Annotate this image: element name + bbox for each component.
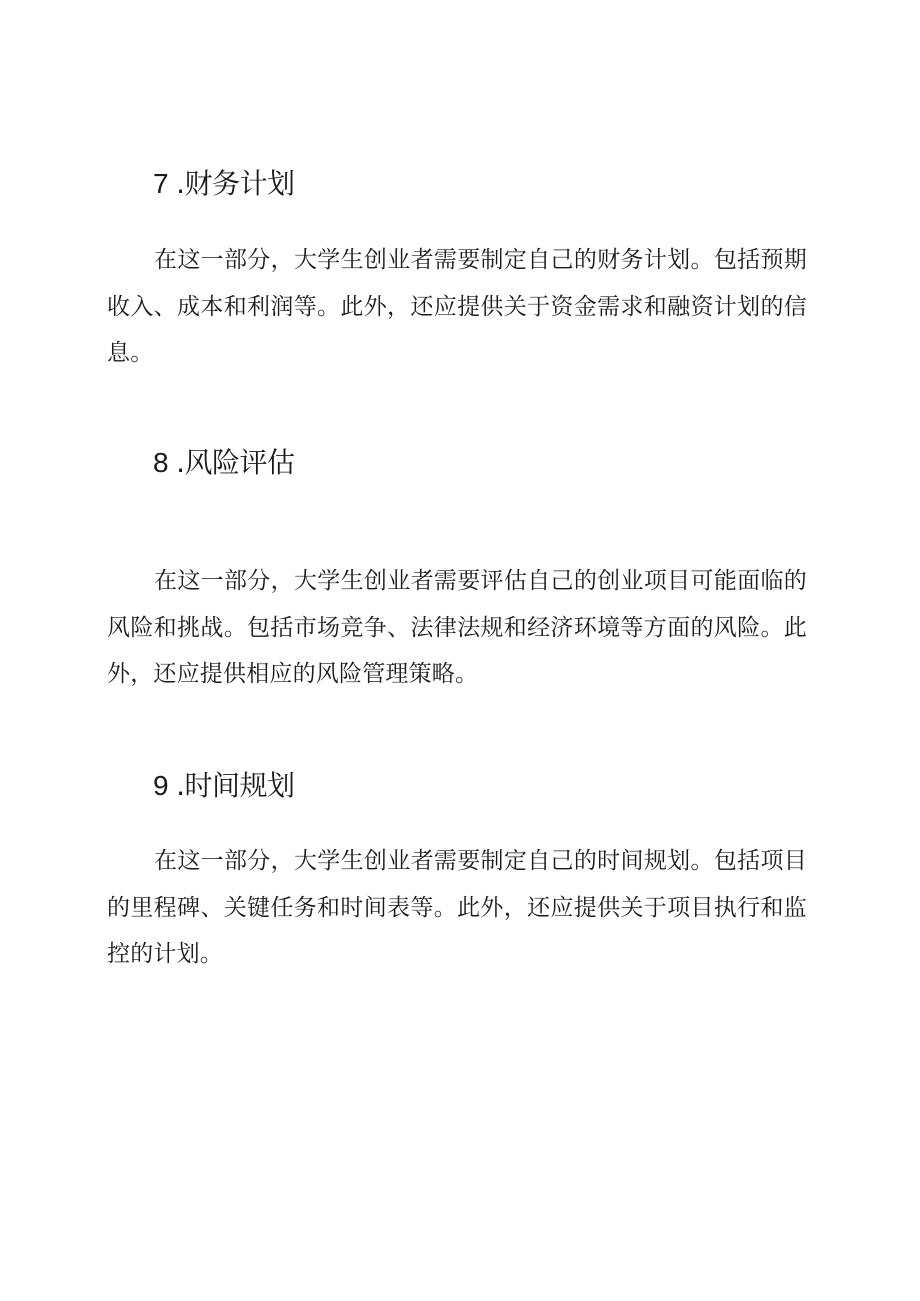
section-9-heading xyxy=(153,766,294,806)
section-8-paragraph: 在这一部分，大学生创业者需要评估自己的创业项目可能面临的风险和挑战。包括市场竞争、法律法规和经济环境等方面的风险。此外，还应提供相应的风险管理策略。 xyxy=(107,568,807,687)
section-9-paragraph: 在这一部分，大学生创业者需要制定自己的时间规划。包括项目的里程碑、关键任务和时间表等。此外，还应提供关于项目执行和监控的计划。 xyxy=(107,848,807,967)
section-8-title: .风险评估 xyxy=(176,446,295,479)
section-9-number: 9 xyxy=(153,770,169,801)
section-9-title: .时间规划 xyxy=(176,769,295,802)
section-8-heading xyxy=(153,443,294,483)
section-8-number: 8 xyxy=(153,447,169,478)
section-7-title: .财务计划 xyxy=(176,167,295,200)
section-7-paragraph: 在这一部分，大学生创业者需要制定自己的财务计划。包括预期收入、成本和利润等。此外，还应提供关于资金需求和融资计划的信息。 xyxy=(107,247,807,366)
section-7-number: 7 xyxy=(153,168,169,199)
section-7-heading xyxy=(153,164,294,204)
